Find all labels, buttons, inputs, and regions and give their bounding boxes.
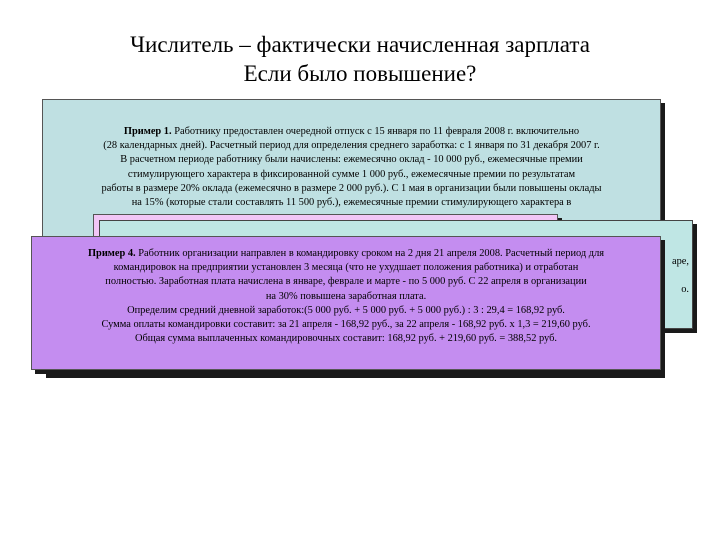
example-1-line: В расчетном периоде работнику были начислены: ежемесячно оклад - 10 000 руб., ежемесячные премии xyxy=(120,154,583,166)
example-4-line: Общая сумма выплаченных командировочных составит: 168,92 руб. + 219,60 руб. = 388,52 руб. xyxy=(135,333,557,345)
example-4-line: Пример 4. Работник организации направлен в командировку сроком на 2 дня 21 апреля 2008. Расчетный период для xyxy=(87,248,605,259)
example-1-line: работы в размере 20% оклада (ежемесячно в размере 2 000 руб.). С 1 мая в организации были повышены оклады xyxy=(101,182,602,194)
example-1-line: Пример 1. Работнику предоставлен очередной отпуск с 15 января по 11 февраля 2008 г. включительно xyxy=(123,126,580,137)
example-4-label: Пример 4. xyxy=(87,248,136,259)
example-4-box xyxy=(31,236,661,370)
example-4-text xyxy=(32,247,660,346)
example-3-edge-text: о. xyxy=(681,284,689,295)
example-1-text xyxy=(43,125,660,210)
example-1-line: (28 календарных дней). Расчетный период для определения среднего заработка: с 1 января по 31 декабря 2007 г. xyxy=(103,140,600,152)
title-line-1: Числитель – фактически начисленная зарплата xyxy=(130,32,590,57)
example-1-line: на 15% (которые стали составлять 11 500 руб.), ежемесячные премии стимулирующего характера в xyxy=(131,197,572,209)
example-4-line: полностью. Заработная плата начислена в январе, феврале и марте - по 5 000 руб. С 22 апреля в организации xyxy=(105,276,587,288)
title-line-2: Если было повышение? xyxy=(243,61,477,86)
example-4-line: Определим средний дневной заработок:(5 000 руб. + 5 000 руб. + 5 000 руб.) : 3 : 29,4 = 168,92 руб. xyxy=(127,304,565,316)
example-3-edge-text: аре, xyxy=(671,256,689,267)
example-4-line: командировок на предприятии установлен 3 месяца (что не ухудшает положения работника) и отработан xyxy=(113,262,579,274)
example-4-line: на 30% повышена заработная плата. xyxy=(265,290,427,302)
example-1-line: стимулирующего характера в фиксированной сумме 1 000 руб., ежемесячные премии по результатам xyxy=(127,168,576,180)
example-1-label: Пример 1. xyxy=(123,126,172,137)
example-4-line: Сумма оплаты командировки составит: за 21 апреля - 168,92 руб., за 22 апреля - 168,92 руб. х 1,3 = 219,60 руб. xyxy=(101,319,591,331)
